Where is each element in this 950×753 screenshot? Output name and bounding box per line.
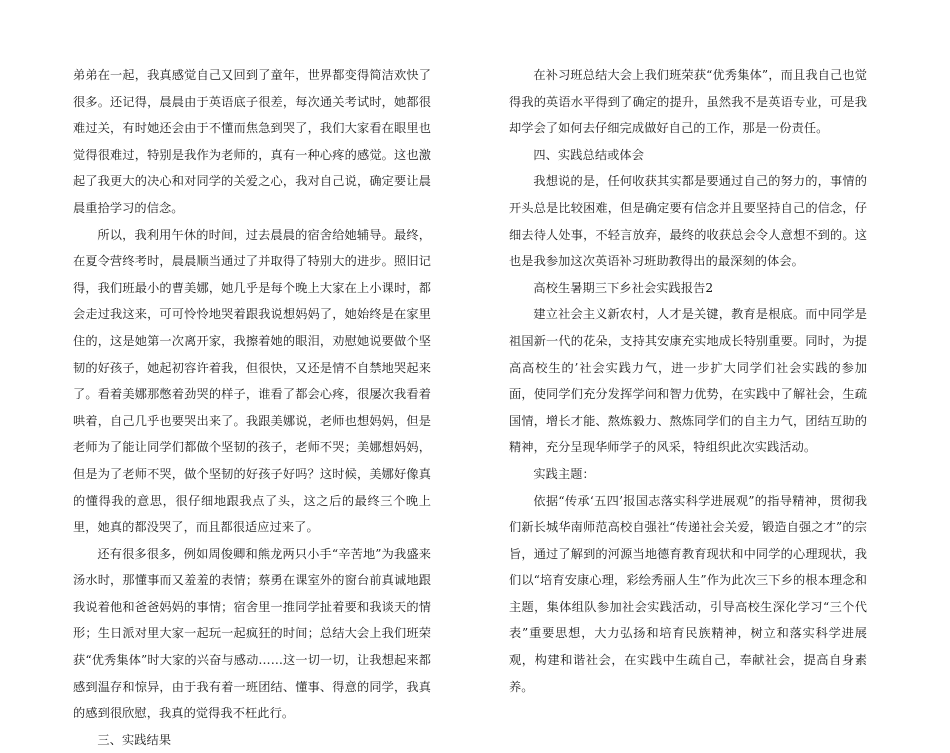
paragraph: 弟弟在一起，我真感觉自己又回到了童年，世界都变得简洁欢快了很多。还记得，晨晨由于英语底子很差，每次通关考试时，她都很难过关，有时她还会由于不懂而焦急到哭了，我们大家看在眼里也觉得很难过，特别是我作为老师的，真有一种心疼的感觉。这也激起了我更大的决心和对同学的关爱之心，我对自己说，确定要让晨晨重拾学习的信念。 xyxy=(73,68,431,215)
paragraph: 建立社会主义新农村，人才是关键，教育是根底。而中同学是祖国新一代的花朵，支持其安康充实地成长特别重要。同时，为提高高校生的’社会实践力气，进一步扩大同学们社会实践的参加面，使同学们充分发挥学问和智力优势，在实践中了解社会，生疏国情，增长才能、熬炼毅力、熬炼同学们的自主力气，团结互助的精神，充分呈现华师学子的风采，特组织此次实践活动。 xyxy=(509,307,867,455)
section-heading: 实践主题： xyxy=(533,466,595,481)
report-title: 高校生暑期三下乡社会实践报告2 xyxy=(533,280,714,295)
paragraph: 所以，我利用午休的时间，过去晨晨的宿舍给她辅导。最终，在夏令营终考时，晨晨顺当通过了并取得了特别大的进步。照旧记得，我们班最小的曹美娜，她几乎是每个晚上大家在上小课时，都会走过我这来，可可怜怜地哭着跟我说想妈妈了，她始终是在家里住的，这是她第一次离开家，我擦着她的眼泪，劝慰她说要做个坚韧的好孩子，她起初容许着我，但很快，又还是情不自禁地哭起来了。看着美娜那憋着劲哭的样子，谁看了都会心疼，很屡次我看着哄着，自己几乎也要哭出来了。我跟美娜说，老师也想妈妈，但是老师为了能让同学们都做个坚韧的孩子，老师不哭；美娜想妈妈，但是为了老师不哭，做个坚韧的好孩子好吗？这时候，美娜好像真的懂得我的意思，很仔细地跟我点了头，这之后的最终三个晚上里，她真的都没哭了，而且都很适应过来了。 xyxy=(73,227,431,535)
left-column xyxy=(73,62,431,753)
right-column xyxy=(509,62,867,700)
paragraph: 还有很多很多，例如周俊卿和熊龙两只小手“辛苦地”为我盛来汤水时，那懂事而又羞羞的表情；蔡勇在课室外的窗台前真诚地跟我说着他和爸爸妈妈的事情；宿舍里一推同学扯着要和我谈天的情形；生日派对里大家一起玩一起疯狂的时间；总结大会上我们班荣获“优秀集体”时大家的兴奋与感动……这一切一切，让我想起来都感到温存和惊异，由于我有着一班团结、懂事、得意的同学，我真的感到很欣慰，我真的觉得我不枉此行。 xyxy=(73,546,431,721)
section-heading: 三、实践结果 xyxy=(97,732,172,747)
section-heading: 四、实践总结或体会 xyxy=(533,147,644,162)
paragraph: 我想说的是，任何收获其实都是要通过自己的努力的，事情的开头总是比较困难，但是确定要有信念并且要坚持自己的信念，仔细去待人处事，不轻言放弃，最终的收获总会令人意想不到的。这也是我参加这次英语补习班助教得出的最深刻的体会。 xyxy=(509,174,867,269)
paragraph: 在补习班总结大会上我们班荣获“优秀集体”，而且我自己也觉得我的英语水平得到了确定的提升，虽然我不是英语专业，可是我却学会了如何去仔细完成做好自己的工作，那是一份责任。 xyxy=(509,68,867,136)
paragraph: 依据“传承‘五四’报国志落实科学进展观”的指导精神，贯彻我们新长城华南师范高校自强社“传递社会关爱，锻造自强之才”的宗旨，通过了解到的河源当地德育教育现状和中同学的心理现状，我们以“培育安康心理，彩绘秀丽人生”作为此次三下乡的根本理念和主题，集体组队参加社会实践活动，引导高校生深化学习“三个代表”重要思想，大力弘扬和培育民族精神，树立和落实科学进展观，构建和谐社会，在实践中生疏自己，奉献社会，提高自身素养。 xyxy=(509,493,867,694)
